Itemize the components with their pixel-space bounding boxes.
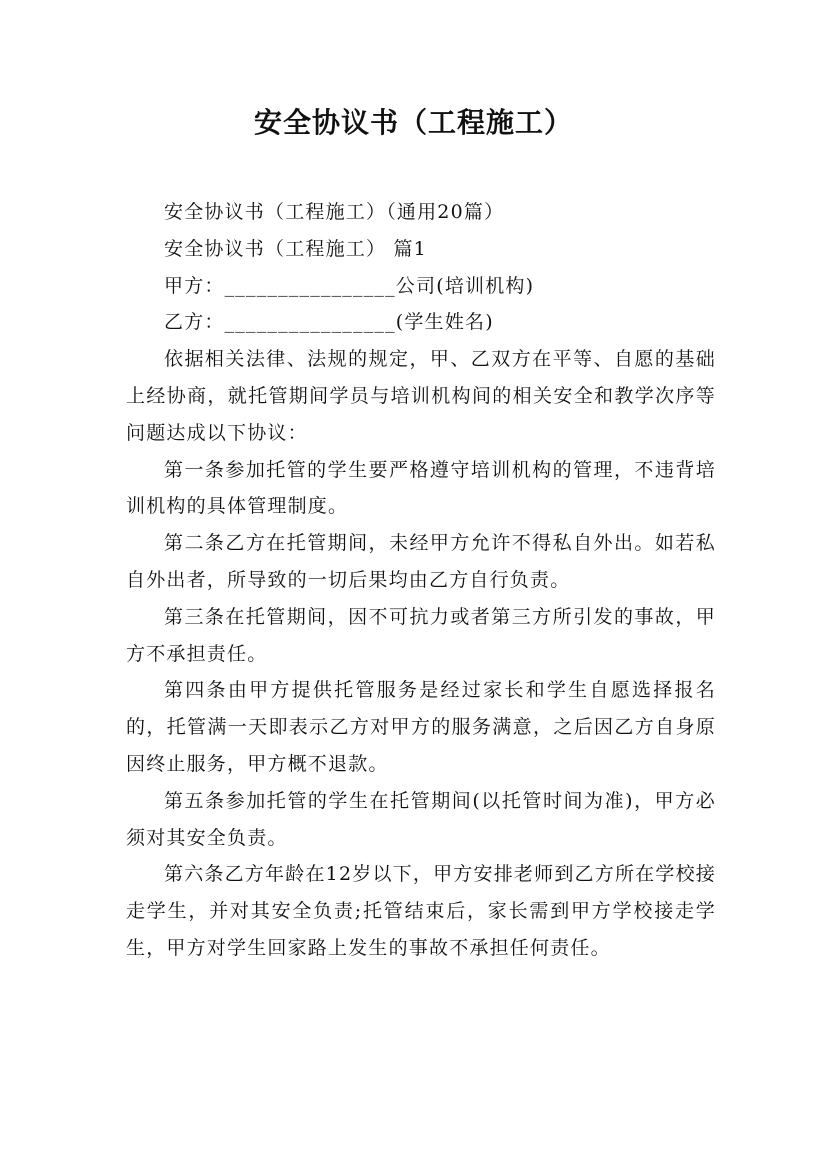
paragraph-subtitle: 安全协议书（工程施工）（通用20篇） — [164, 201, 505, 223]
paragraph-article-1: 第一条参加托管的学生要严格遵守培训机构的管理，不违背培训机构的具体管理制度。 — [126, 458, 716, 518]
paragraph-article-3: 第三条在托管期间，因不可抗力或者第三方所引发的事故，甲方不承担责任。 — [126, 605, 716, 665]
document-title: 安全协议书（工程施工） — [253, 106, 573, 139]
paragraph-party-b: 乙方：________________(学生姓名) — [164, 311, 494, 334]
paragraph-section-heading: 安全协议书（工程施工） 篇1 — [164, 237, 427, 260]
paragraph-article-4: 第四条由甲方提供托管服务是经过家长和学生自愿选择报名的，托管满一天即表示乙方对甲方的服务满意，之后因乙方自身原因终止服务，甲方概不退款。 — [126, 679, 716, 775]
paragraph-preamble: 依据相关法律、法规的规定，甲、乙双方在平等、自愿的基础上经协商，就托管期间学员与培训机构间的相关安全和教学次序等问题达成以下协议： — [126, 348, 716, 444]
document-body — [126, 194, 716, 967]
paragraph-article-5: 第五条参加托管的学生在托管期间(以托管时间为准)，甲方必须对其安全负责。 — [126, 789, 716, 849]
paragraph-article-6: 第六条乙方年龄在12岁以下，甲方安排老师到乙方所在学校接走学生，并对其安全负责;托管结束后，家长需到甲方学校接走学生，甲方对学生回家路上发生的事故不承担任何责任。 — [126, 863, 716, 959]
paragraph-party-a: 甲方：________________公司(培训机构) — [164, 274, 535, 297]
paragraph-article-2: 第二条乙方在托管期间，未经甲方允许不得私自外出。如若私自外出者，所导致的一切后果均由乙方自行负责。 — [126, 532, 716, 591]
